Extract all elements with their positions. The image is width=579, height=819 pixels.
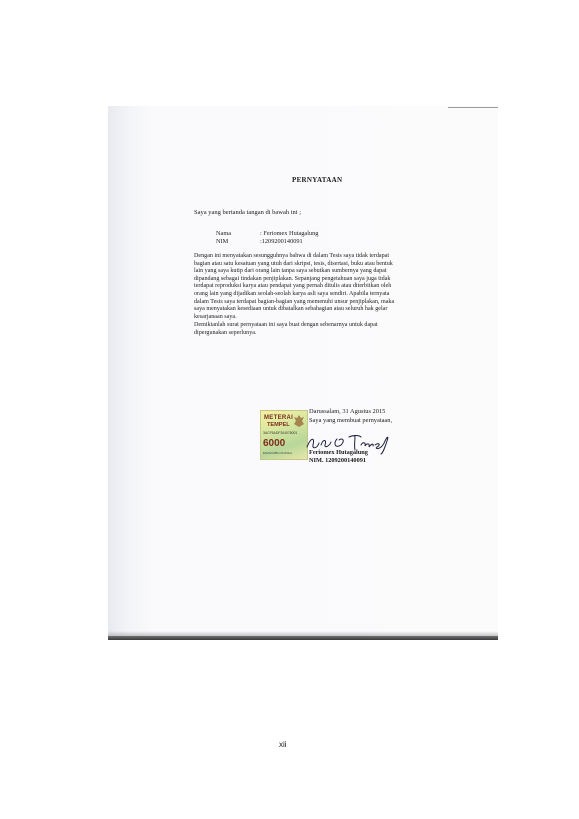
identity-value: : Feriomex Hutagalung (260, 230, 319, 237)
stamp-meterai-text: METERAI (264, 415, 294, 421)
stamp-amount: 6000 (263, 438, 286, 449)
paragraph-line: bagian atau satu kesatuan yang utuh dari skripsi, tesis, disertasi, buku atau bentuk (194, 260, 393, 267)
place-date: Darussalam, 31 Agustus 2015 (309, 408, 386, 415)
scan-bottom-edge (108, 636, 498, 640)
signer-intro: Saya yang membuat pernyataan, (309, 416, 393, 424)
statement-paragraph (194, 253, 456, 321)
closing-paragraph (194, 322, 456, 337)
signer-block (309, 449, 368, 466)
paragraph-line: dipergunakan seperlunya. (194, 329, 257, 336)
paragraph-line: lain yang saya kutip dari orang lain tanpa saya sebutkan sumbernya yang dapat (194, 268, 387, 275)
document-title: PERNYATAAN (292, 176, 343, 184)
paragraph-line: orang lain yang dijadikan seolah-seolah karya asli saya sendiri. Apabila ternyata (194, 290, 390, 297)
stamp-tempel-text: TEMPEL (267, 422, 290, 428)
identity-label: Nama (216, 230, 232, 237)
paragraph-line: kesarjanaan saya. (194, 313, 237, 320)
garuda-emblem-icon (293, 414, 305, 428)
revenue-stamp (260, 410, 308, 460)
scanned-page (108, 106, 498, 640)
paragraph-line: saya menyatakan kesediaan untuk dibatalkan sebahagian atau seluruh hak gelar (194, 306, 388, 313)
page-number: xii (279, 740, 287, 749)
date-block (309, 408, 392, 425)
stamp-serial: 3ACF5ADF304078001 (263, 431, 298, 435)
identity-row-nim (216, 238, 303, 245)
identity-row-name (216, 230, 318, 237)
paragraph-line: Demikianlah surat pernyataan ini saya buat dengan sebenarnya untuk dapat (194, 322, 378, 328)
identity-value: :1209200140091 (260, 238, 303, 245)
stamp-small-text: ENAM RIBU RUPIAH (263, 451, 292, 455)
scan-edge-line (448, 107, 498, 108)
signer-nim: NIM. 1209200140091 (309, 457, 367, 465)
identity-label: NIM (216, 238, 229, 245)
intro-text: Saya yang bertanda tangan di bawah ini ; (194, 209, 302, 216)
paragraph-line: Dengan ini menyatakan sesungguhnya bahwa di dalam Tesis saya tidak terdapat (194, 253, 390, 259)
paragraph-line: dalam Tesis saya terdapat bagian-bagian yang memenuhi unsur penjiplakan, maka (194, 298, 395, 305)
signer-name: Feriomex Hutagalung (309, 449, 368, 456)
paragraph-line: dipandang sebagai tindakan penjiplakan. Sepanjang pengetahuan saya juga tidak (194, 275, 391, 282)
paragraph-line: terdapat reproduksi karya atau pendapat yang pernah ditulis atau diterbitkan oleh (194, 283, 392, 290)
